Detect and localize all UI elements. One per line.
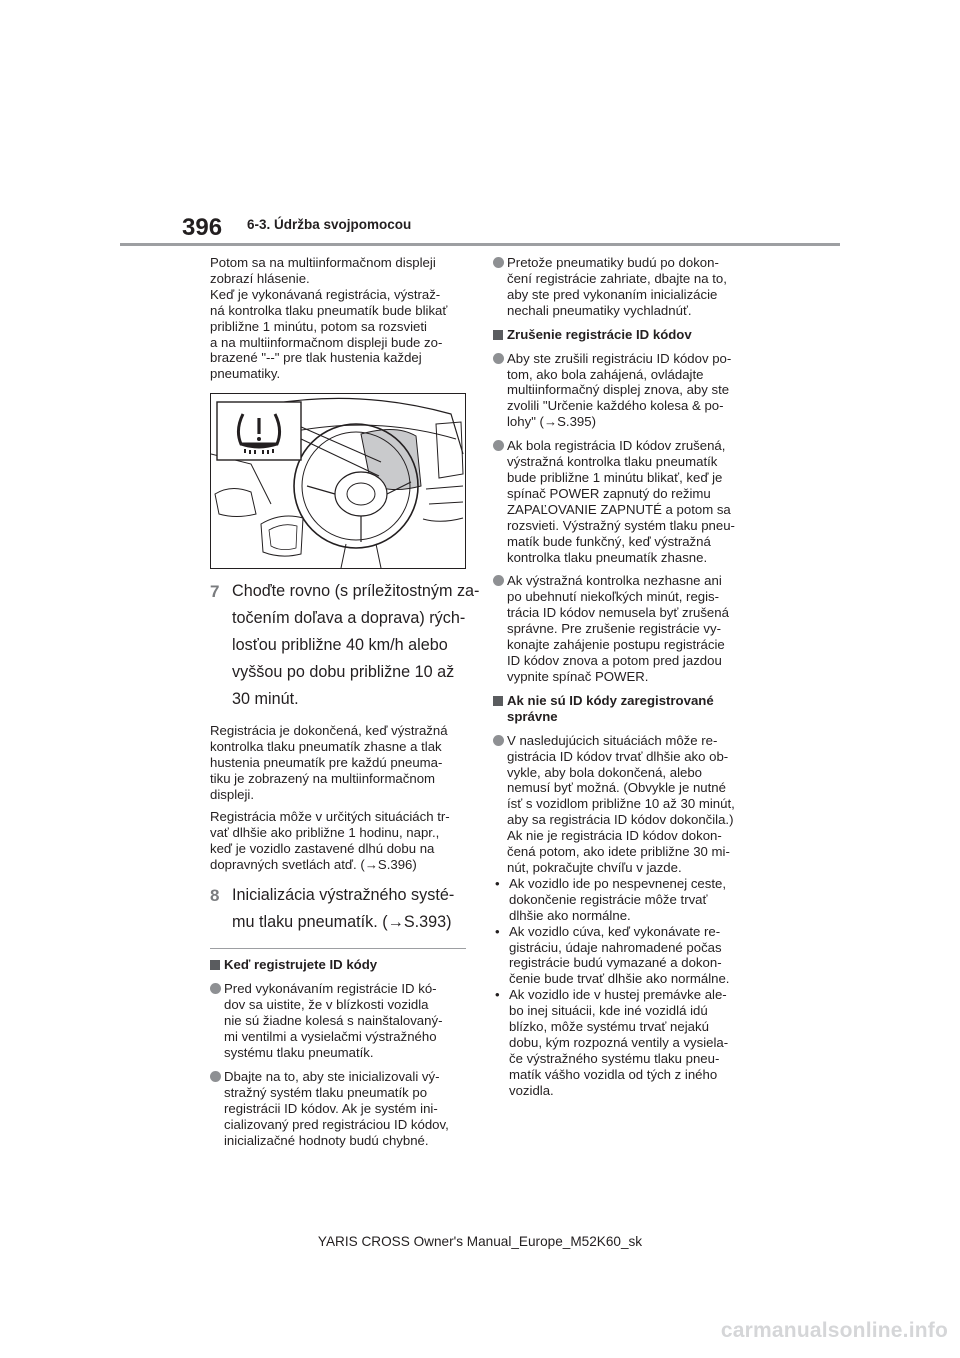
text-line: po ubehnutí niekoľkých minút, regis- (507, 589, 720, 605)
bullet-item (493, 255, 757, 319)
text-line: vykle, aby bola dokončená, alebo (507, 764, 703, 780)
text-line: nút, pokračujte chvíľu v jazde. (507, 860, 682, 875)
text-line: systému tlaku pneumatík. (224, 1045, 374, 1061)
text-line: ID kódov znova a potom pred jazdou (507, 652, 722, 668)
text-line: Ak bola registrácia ID kódov zrušená, (507, 438, 726, 454)
text-line: čená potom, ako idete približne 30 mi- (507, 844, 730, 860)
text-line: Choďte rovno (s príležitostným za- (232, 582, 480, 601)
bullet-text (507, 573, 729, 684)
dash-text (509, 876, 726, 924)
heading-register-id-codes (210, 957, 462, 973)
text-line: cializovaný pred registráciou ID kódov, (224, 1116, 449, 1132)
intro-paragraph (210, 255, 462, 382)
text-line: losťou približne 40 km/h alebo (232, 636, 448, 655)
text-line: Ak vozidlo ide v hustej premávke ale- (509, 987, 727, 1003)
bullet-text (507, 351, 731, 431)
dash-item (493, 987, 757, 1098)
text-line: tom, ako bola zahájená, ovládajte (507, 366, 704, 382)
text-line: rozsvieti. Výstražný systém tlaku pneu- (507, 517, 735, 533)
dash-bullet-icon: • (495, 987, 500, 1003)
text-line: nechali pneumatiky vychladnúť. (507, 302, 692, 318)
text-line: vypnite spínač POWER. (507, 668, 649, 684)
text-line: spínač POWER zapnutý do režimu (507, 485, 711, 501)
text-line: hustenia pneumatík pre každú pneuma- (210, 755, 443, 771)
text-line: vozidla. (509, 1082, 554, 1098)
step-7-number: 7 (210, 582, 220, 602)
text-line: lohy" (→S.395) (507, 414, 596, 430)
bullet-dot-icon (210, 983, 221, 994)
tire-pressure-warning-icon (217, 402, 301, 460)
heading-square-icon (493, 696, 503, 706)
header-divider (120, 243, 840, 246)
heading-square-icon (493, 330, 503, 340)
text-line: a na multiinformačnom displeji bude zo- (210, 334, 443, 350)
bullet-dot-icon (493, 257, 504, 268)
right-column (493, 255, 757, 1099)
text-line: aby sa registrácia ID kódov dokončila.) (507, 812, 734, 828)
bullet-dot-icon (210, 1071, 221, 1082)
text-line: aby ste pred vykonaním inicializácie (507, 286, 718, 302)
section-title: 6-3. Údržba svojpomocou (247, 217, 412, 232)
text-line: výstražná kontrolka tlaku pneumatík (507, 454, 718, 470)
registration-duration-paragraph (210, 809, 462, 873)
text-line: nemusí byť možná. (Obvykle je nutné (507, 780, 726, 796)
bullet-dot-icon (493, 353, 504, 364)
text-line: kontrolka tlaku pneumatík zhasne a tlak (210, 739, 442, 755)
watermark: carmanualsonline.info (720, 1319, 948, 1342)
text-line: gistrácia ID kódov trvať dlhšie ako ob- (507, 748, 729, 764)
text-line: zobrazí hlásenie. (210, 270, 310, 286)
text-line: 30 minút. (232, 690, 299, 709)
text-line: čenie bude trvať dlhšie ako normálne. (509, 971, 730, 987)
text-line: Keď je vykonávaná registrácia, výstraž- (210, 286, 441, 302)
text-line: Aby ste zrušili registráciu ID kódov po- (507, 350, 732, 366)
text-line: vyššou po dobu približne 10 až (232, 663, 455, 682)
registration-complete-paragraph (210, 723, 462, 803)
text-line: dopravných svetlách atď. (→S.396) (210, 856, 417, 872)
text-line: Registrácia môže v určitých situáciách tr- (210, 808, 450, 824)
left-column (210, 255, 480, 1156)
heading-cancel-text: Zrušenie registrácie ID kódov (507, 326, 692, 342)
text-line: tiku je zobrazený na multiinformačnom (210, 770, 436, 786)
text-line: inicializačné hodnoty budú chybné. (224, 1132, 429, 1148)
text-line: matík vášho vozidla od tých z iného (509, 1066, 718, 1082)
dash-bullet-icon: • (495, 923, 500, 939)
text-line: Dbajte na to, aby ste inicializovali vý- (224, 1068, 440, 1084)
step-8 (210, 882, 462, 936)
heading-not-registered (493, 693, 757, 725)
text-line: multiinformačný displej znova, aby ste (507, 382, 730, 398)
bullet-item (210, 981, 462, 1061)
text-line: mi ventilmi a vysielačmi výstražného (224, 1029, 437, 1045)
text-line: Potom sa na multiinformačnom displeji (210, 255, 436, 270)
bullet-item (493, 351, 757, 431)
heading-square-icon (210, 960, 220, 970)
text-line: správne (507, 708, 558, 724)
bullet-text (507, 255, 727, 319)
text-line: stražný systém tlaku pneumatík po (224, 1084, 428, 1100)
text-line: ísť s vozidlom približne 10 až 30 minút, (507, 796, 735, 812)
text-line: V nasledujúcich situáciách môže re- (507, 732, 718, 748)
text-line: Ak vozidlo cúva, keď vykonávate re- (509, 923, 721, 939)
text-line: pneumatiky. (210, 366, 281, 382)
text-line: matík bude funkčný, keď výstražná (507, 533, 711, 549)
text-line: ZAPAĽOVANIE ZAPNUTÉ a potom sa (507, 501, 731, 517)
section-divider (210, 948, 466, 949)
text-line: Pred vykonávaním registrácie ID kó- (224, 981, 437, 997)
bullet-text (224, 1069, 449, 1149)
text-line: registrácie budú vymazané a dokon- (509, 955, 722, 971)
text-line: ná kontrolka tlaku pneumatík bude blikať (210, 302, 448, 318)
text-line: točením doľava a doprava) rých- (232, 609, 466, 628)
text-line: Ak vozidlo ide po nespevnenej ceste, (509, 875, 727, 891)
text-line: gistráciu, údaje nahromadené počas (509, 939, 722, 955)
bullet-text (507, 733, 735, 876)
text-line: zvolili "Určenie každého kolesa & po- (507, 398, 724, 414)
dash-item (493, 924, 757, 988)
text-line: blízko, môže systému trvať nejakú (509, 1019, 709, 1035)
text-line: správne. Pre zrušenie registrácie vy- (507, 621, 722, 637)
bullet-dot-icon (493, 735, 504, 746)
text-line: Ak nie je registrácia ID kódov dokon- (507, 828, 722, 844)
text-line: bude približne 1 minútu blikať, keď je (507, 469, 723, 485)
bullet-item (493, 733, 757, 876)
dash-bullet-icon: • (495, 875, 500, 891)
text-line: trácia ID kódov nemusela byť zrušená (507, 605, 729, 621)
dash-item (493, 876, 757, 924)
text-line: čení registrácie zahriate, dbajte na to, (507, 270, 727, 286)
text-line: Ak nie sú ID kódy zaregistrované (507, 692, 714, 708)
text-line: nie sú žiadne kolesá s nainštalovaný- (224, 1013, 443, 1029)
heading-cancel-registration (493, 327, 757, 343)
step-7 (210, 578, 480, 713)
dash-text (509, 924, 729, 988)
dash-text (509, 987, 728, 1098)
bullet-item (210, 1069, 462, 1149)
heading-not-registered-text (507, 693, 714, 725)
text-line: bo inej situácii, kde iné vozidlá idú (509, 1003, 708, 1019)
text-line: brazené "--" pre tlak hustenia každej (210, 350, 422, 366)
dashboard-illustration (210, 393, 466, 569)
step-8-number: 8 (210, 886, 220, 906)
text-line: dobu, kým rozpozná ventily a vysiela- (509, 1034, 729, 1050)
bullet-item (493, 438, 757, 565)
text-line: displeji. (210, 786, 254, 802)
page-number: 396 (182, 214, 223, 241)
text-line: Ak výstražná kontrolka nezhasne ani (507, 573, 722, 589)
text-line: približne 1 minútu, potom sa rozsvieti (210, 318, 427, 334)
text-line: če výstražného systému tlaku pneu- (509, 1050, 720, 1066)
bullet-dot-icon (493, 440, 504, 451)
bullet-item (493, 573, 757, 684)
text-line: registrácii ID kódov. Ak je systém ini- (224, 1100, 438, 1116)
text-line: vať dlhšie ako približne 1 hodinu, napr., (210, 824, 440, 840)
text-line: mu tlaku pneumatík. (→S.393) (232, 913, 452, 932)
step-7-text (232, 578, 479, 713)
text-line: keď je vozidlo zastavené dlhú dobu na (210, 840, 435, 856)
text-line: Registrácia je dokončená, keď výstražná (210, 723, 448, 739)
text-line: dlhšie ako normálne. (509, 907, 631, 923)
bullet-dot-icon (493, 575, 504, 586)
step-8-text (232, 882, 454, 936)
text-line: kontrolka tlaku pneumatík zhasne. (507, 549, 708, 565)
bullet-text (507, 438, 735, 565)
footer-manual-title: YARIS CROSS Owner's Manual_Europe_M52K60_sk (317, 1234, 643, 1249)
text-line: dov sa uistite, že v blízkosti vozidla (224, 997, 429, 1013)
heading-register-text: Keď registrujete ID kódy (224, 957, 378, 973)
bullet-text (224, 981, 442, 1061)
text-line: konajte zahájenie postupu registrácie (507, 637, 725, 653)
text-line: dokončenie registrácie môže trvať (509, 891, 708, 907)
text-line: Inicializácia výstražného systé- (232, 886, 455, 905)
text-line: Pretože pneumatiky budú po dokon- (507, 255, 719, 270)
